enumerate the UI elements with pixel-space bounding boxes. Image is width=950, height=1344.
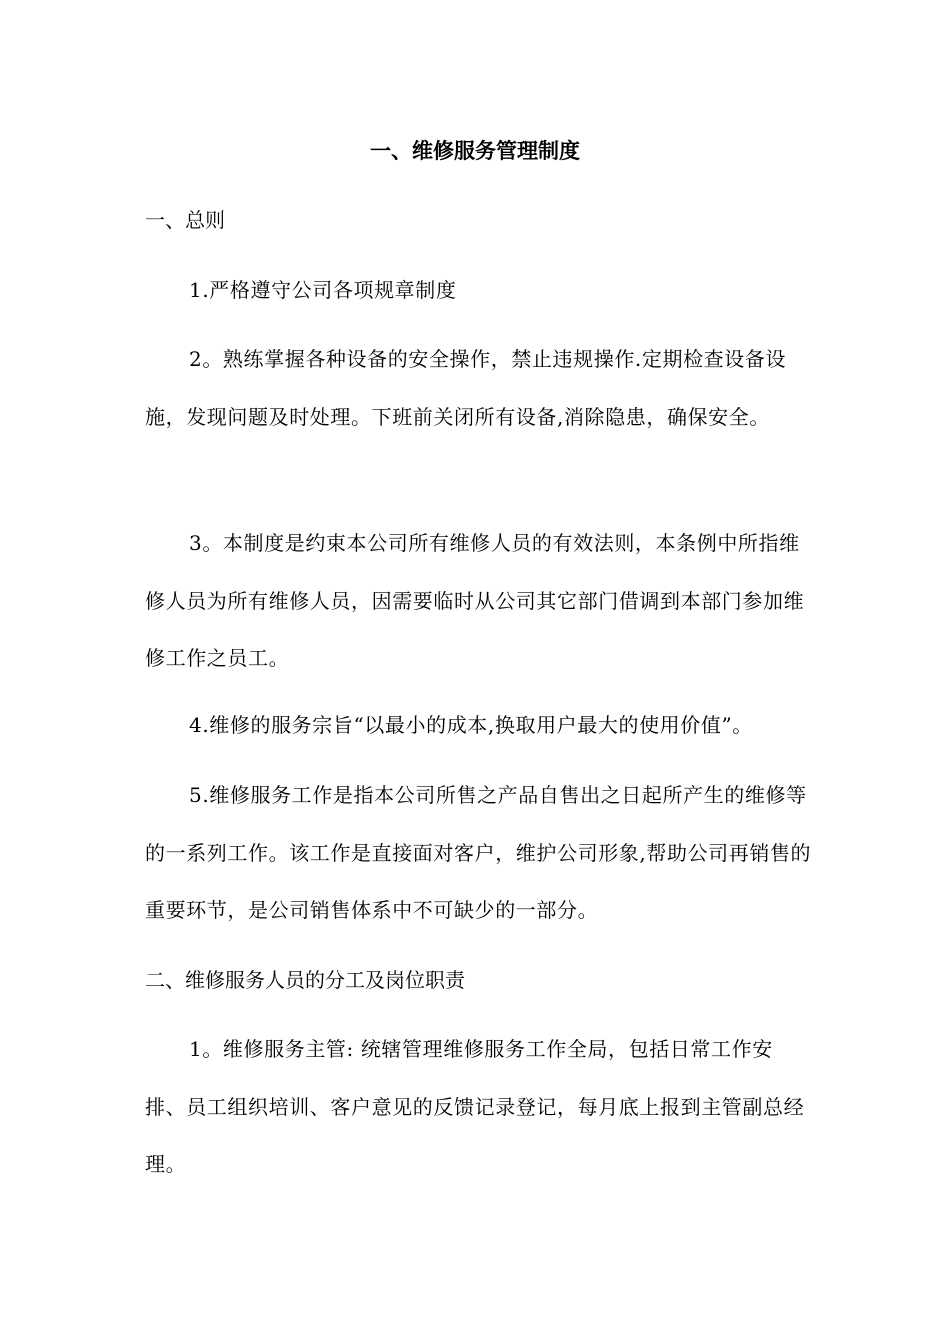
section-heading-duties: 二、维修服务人员的分工及岗位职责 [145,968,465,992]
paragraph-item-3: 3。本制度是约束本公司所有维修人员的有效法则，本条例中所指维修人员为所有维修人员，因需要临时从公司其它部门借调到本部门参加维修工作之员工。 [145,531,805,670]
section-heading-general: 一、总则 [145,208,225,232]
paragraph-item-5: 5.维修服务工作是指本公司所售之产品自售出之日起所产生的维修等的一系列工作。该工作是直接面对客户，维护公司形象,帮助公司再销售的重要环节，是公司销售体系中不可缺少的一部分。 [145,783,812,922]
paragraph-item-1: 1.严格遵守公司各项规章制度 [189,278,457,302]
paragraph-item-4: 4.维修的服务宗旨“以最小的成本,换取用户最大的使用价值”。 [189,713,753,737]
paragraph-item-2: 2。熟练掌握各种设备的安全操作，禁止违规操作.定期检查设备设施，发现问题及时处理。下班前关闭所有设备,消除隐患，确保安全。 [145,347,787,429]
paragraph-duty-1: 1。维修服务主管: 统辖管理维修服务工作全局，包括日常工作安排、员工组织培训、客户意见的反馈记录登记，每月底上报到主管副总经理。 [145,1037,805,1176]
document-title: 一、维修服务管理制度 [370,138,580,163]
